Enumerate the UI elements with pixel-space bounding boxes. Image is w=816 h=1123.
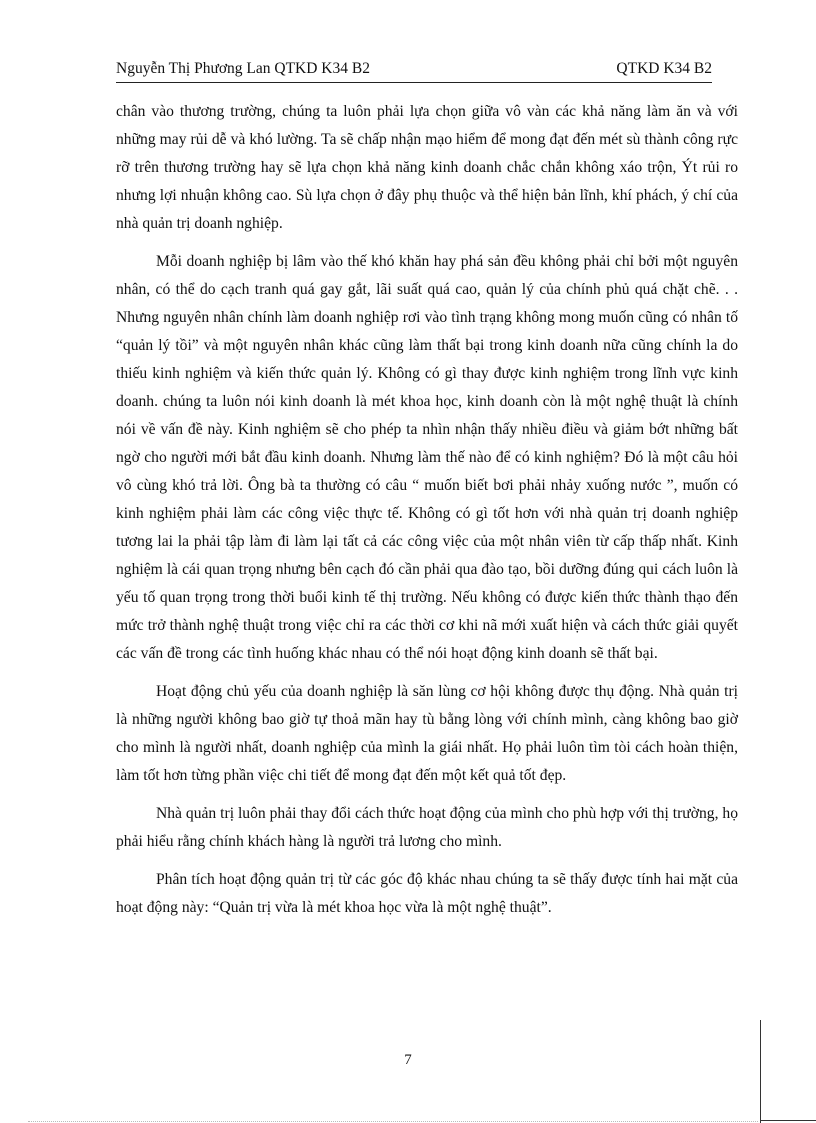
paragraph: Hoạt động chủ yếu của doanh nghiệp là săn lùng cơ hội không được thụ động. Nhà quản trị là những người không bao giờ tự thoả mãn hay tù bằng lòng với chính mình, càng không bao giờ cho mình là người nhất, doanh nghiệp của mình la giái nhất. Họ phải luôn tìm tòi cách hoàn thiện, làm tốt hơn từng phần việc chi tiết để mong đạt đến một kết quả tốt đẹp. [116,683,738,784]
body-text [116,98,738,922]
paragraph: Mỗi doanh nghiệp bị lâm vào thế khó khăn hay phá sản đều không phải chỉ bởi một nguyên nhân, có thể do cạch tranh quá gay gắt, lãi suất quá cao, quản lý của chính phủ quá chặt chẽ. . . Nhưng nguyên nhân chính làm doanh nghiệp rơi vào tình trạng không mong muốn cũng có nhân tố “quản lý tồi” và một nguyên nhân khác cũng làm thất bại trong kinh doanh nữa cũng chính la do thiếu kinh nghiệm và kiến thức quản lý. Không có gì thay được kinh nghiệm trong lĩnh vực kinh doanh. chúng ta luôn nói kinh doanh là mét khoa học, kinh doanh còn là một nghệ thuật là chính nói về vấn đề này. Kinh nghiệm sẽ cho phép ta nhìn nhận thấy nhiều điều và giảm bớt những bất ngờ cho người mới bắt đầu kinh doanh. Nhưng làm thế nào để có kinh nghiệm? Đó là một câu hỏi vô cùng khó trả lời. Ông bà ta thường có câu “ muốn biết bơi phải nhảy xuống nước ”, muốn có kinh nghiệm phải làm các công việc thực tế. Không có gì tốt hơn với nhà quản trị doanh nghiệp tương lai la phải tập làm đi làm lại tất cả các công việc của một nhân viên từ cấp thấp nhất. Kinh nghiệm là cái quan trọng nhưng bên cạch đó cần phải qua đào tạo, bồi dưỡng đúng qui cách luôn là yếu tố quan trọng trong thời buổi kinh tế thị trường. Nếu không có được kiến thức thành thạo đến mức trở thành nghệ thuật trong việc chỉ ra các thời cơ khi nã mới xuất hiện và cách thức giải quyết các vấn đề trong các tình huống khác nhau có thể nói hoạt động kinh doanh sẽ thất bại. [116,253,738,662]
paragraph: chân vào thương trường, chúng ta luôn phải lựa chọn giữa vô vàn các khả năng làm ăn và với những may rủi dễ và khó lường. Ta sẽ chấp nhận mạo hiểm để mong đạt đến mét sù thành công rực rỡ trên thương trường hay sẽ lựa chọn khả năng kinh doanh chắc chắn không xáo trộn, Ýt rủi ro nhưng lợi nhuận không cao. Sù lựa chọn ở đây phụ thuộc và thể hiện bản lĩnh, khí phách, ý chí của nhà quản trị doanh nghiệp. [116,103,738,232]
header-author: Nguyễn Thị Phương Lan QTKD K34 B2 [116,60,370,77]
corner-mark-horizontal [760,1120,816,1121]
paragraph: Nhà quản trị luôn phải thay đổi cách thức hoạt động của mình cho phù hợp với thị trường, họ phải hiểu rằng chính khách hàng là người trả lương cho mình. [116,805,738,850]
header-rule [116,82,712,83]
page-bottom-dotted-line [28,1121,758,1122]
header-class: QTKD K34 B2 [616,60,712,77]
running-header [116,60,712,78]
corner-mark-vertical [760,1020,761,1123]
paragraph: Phân tích hoạt động quản trị từ các góc độ khác nhau chúng ta sẽ thấy được tính hai mặt của hoạt động này: “Quản trị vừa là mét khoa học vừa là một nghệ thuật”. [116,871,738,916]
page-number: 7 [404,1052,412,1068]
